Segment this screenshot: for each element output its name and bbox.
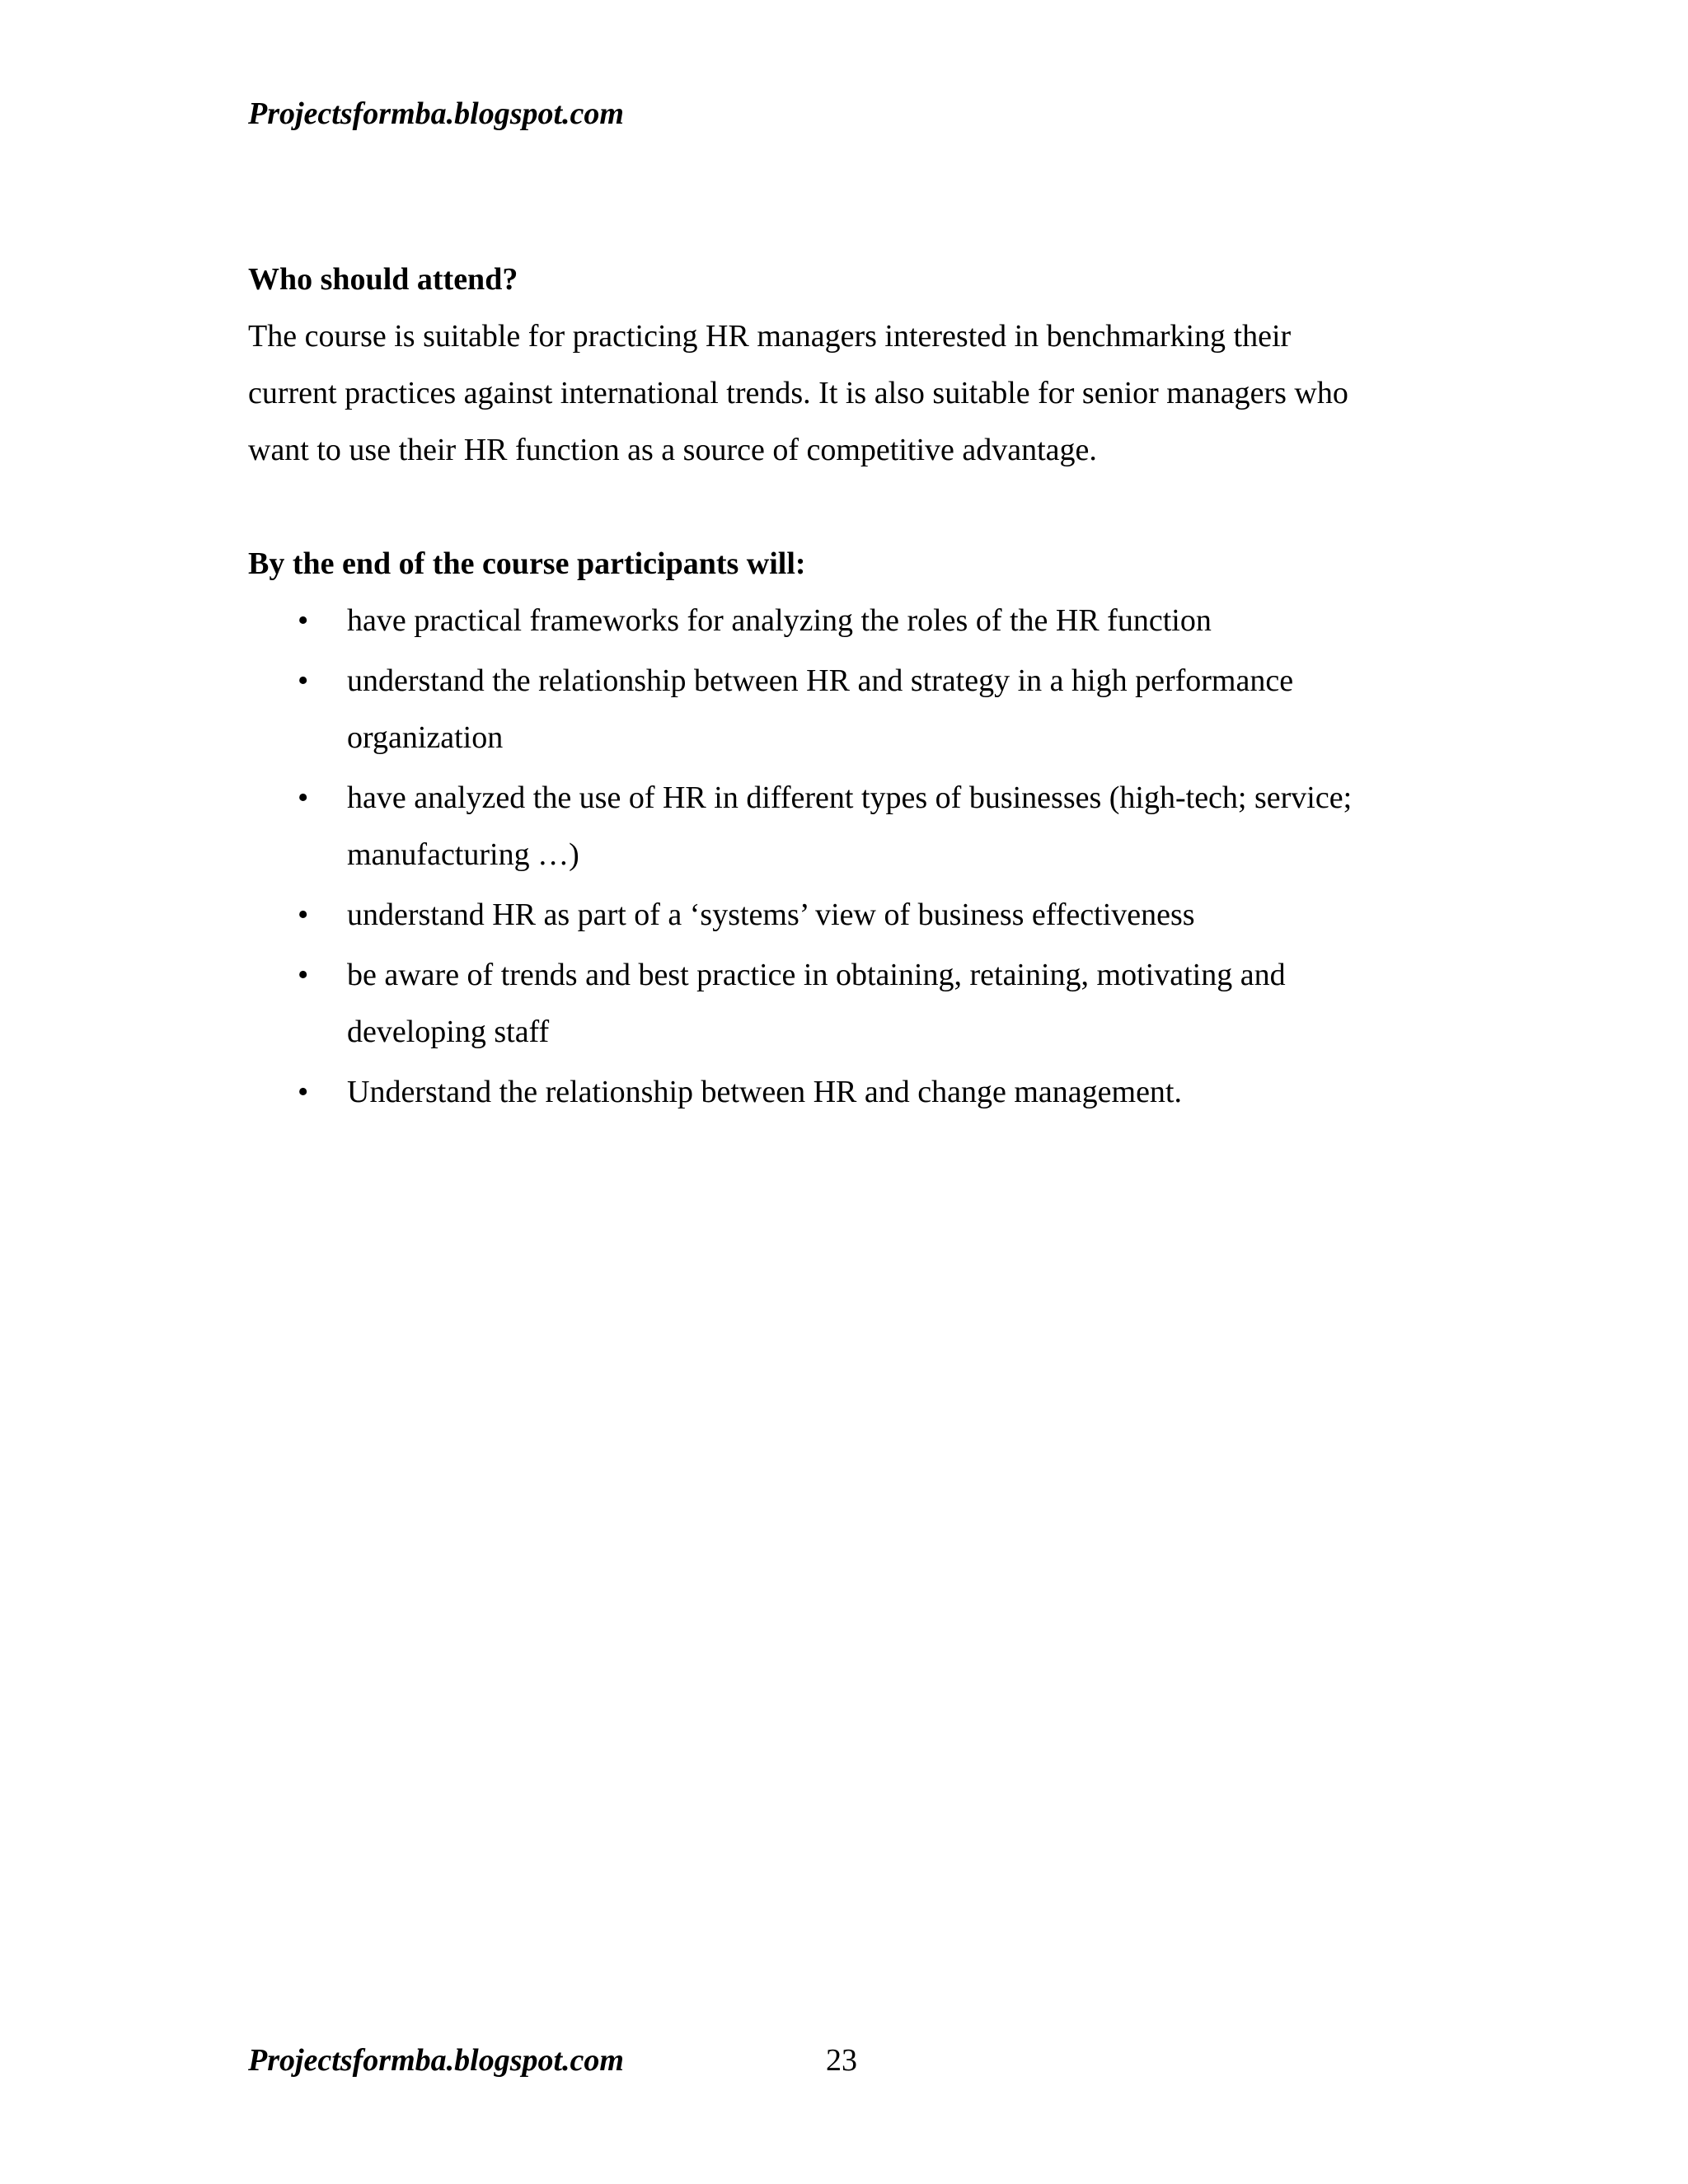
attend-paragraph-line: current practices against international trends. It is also suitable for senior managers who [248,376,1348,410]
list-item [248,1064,1451,1121]
attend-paragraph-line: The course is suitable for practicing HR managers interested in benchmarking their [248,319,1292,354]
list-item-text: be aware of trends and best practice in obtaining, retaining, motivating and [347,958,1286,992]
list-item [248,653,1451,766]
outcomes-heading: By the end of the course participants will: [248,546,806,581]
list-item [248,947,1451,1061]
list-item-text: have analyzed the use of HR in different types of businesses (high-tech; service; [347,780,1353,815]
bullet-icon: • [298,898,309,932]
bullet-icon: • [298,603,309,638]
page-content [248,251,1451,1124]
bullet-icon: • [298,958,309,992]
page-number: 23 [826,2043,857,2078]
list-item-text: Understand the relationship between HR and change management. [347,1075,1182,1109]
footer-site-name: Projectsformba.blogspot.com [248,2043,624,2078]
list-item [248,887,1451,944]
outcomes-list [248,593,1451,1121]
bullet-icon: • [298,780,309,815]
attend-paragraph-line: want to use their HR function as a source of competitive advantage. [248,433,1097,467]
list-item [248,593,1451,649]
list-item-text: manufacturing …) [347,837,579,872]
header-site-name: Projectsformba.blogspot.com [248,96,624,131]
list-item-text: organization [347,720,504,755]
attend-paragraph [248,308,1451,479]
list-item-text: understand HR as part of a ‘systems’ view of business effectiveness [347,898,1195,932]
bullet-icon: • [298,663,309,698]
attend-heading: Who should attend? [248,262,518,297]
list-item-text: understand the relationship between HR and strategy in a high performance [347,663,1294,698]
list-item-text: developing staff [347,1015,550,1049]
list-item-text: have practical frameworks for analyzing the roles of the HR function [347,603,1212,638]
list-item [248,770,1451,883]
bullet-icon: • [298,1075,309,1109]
